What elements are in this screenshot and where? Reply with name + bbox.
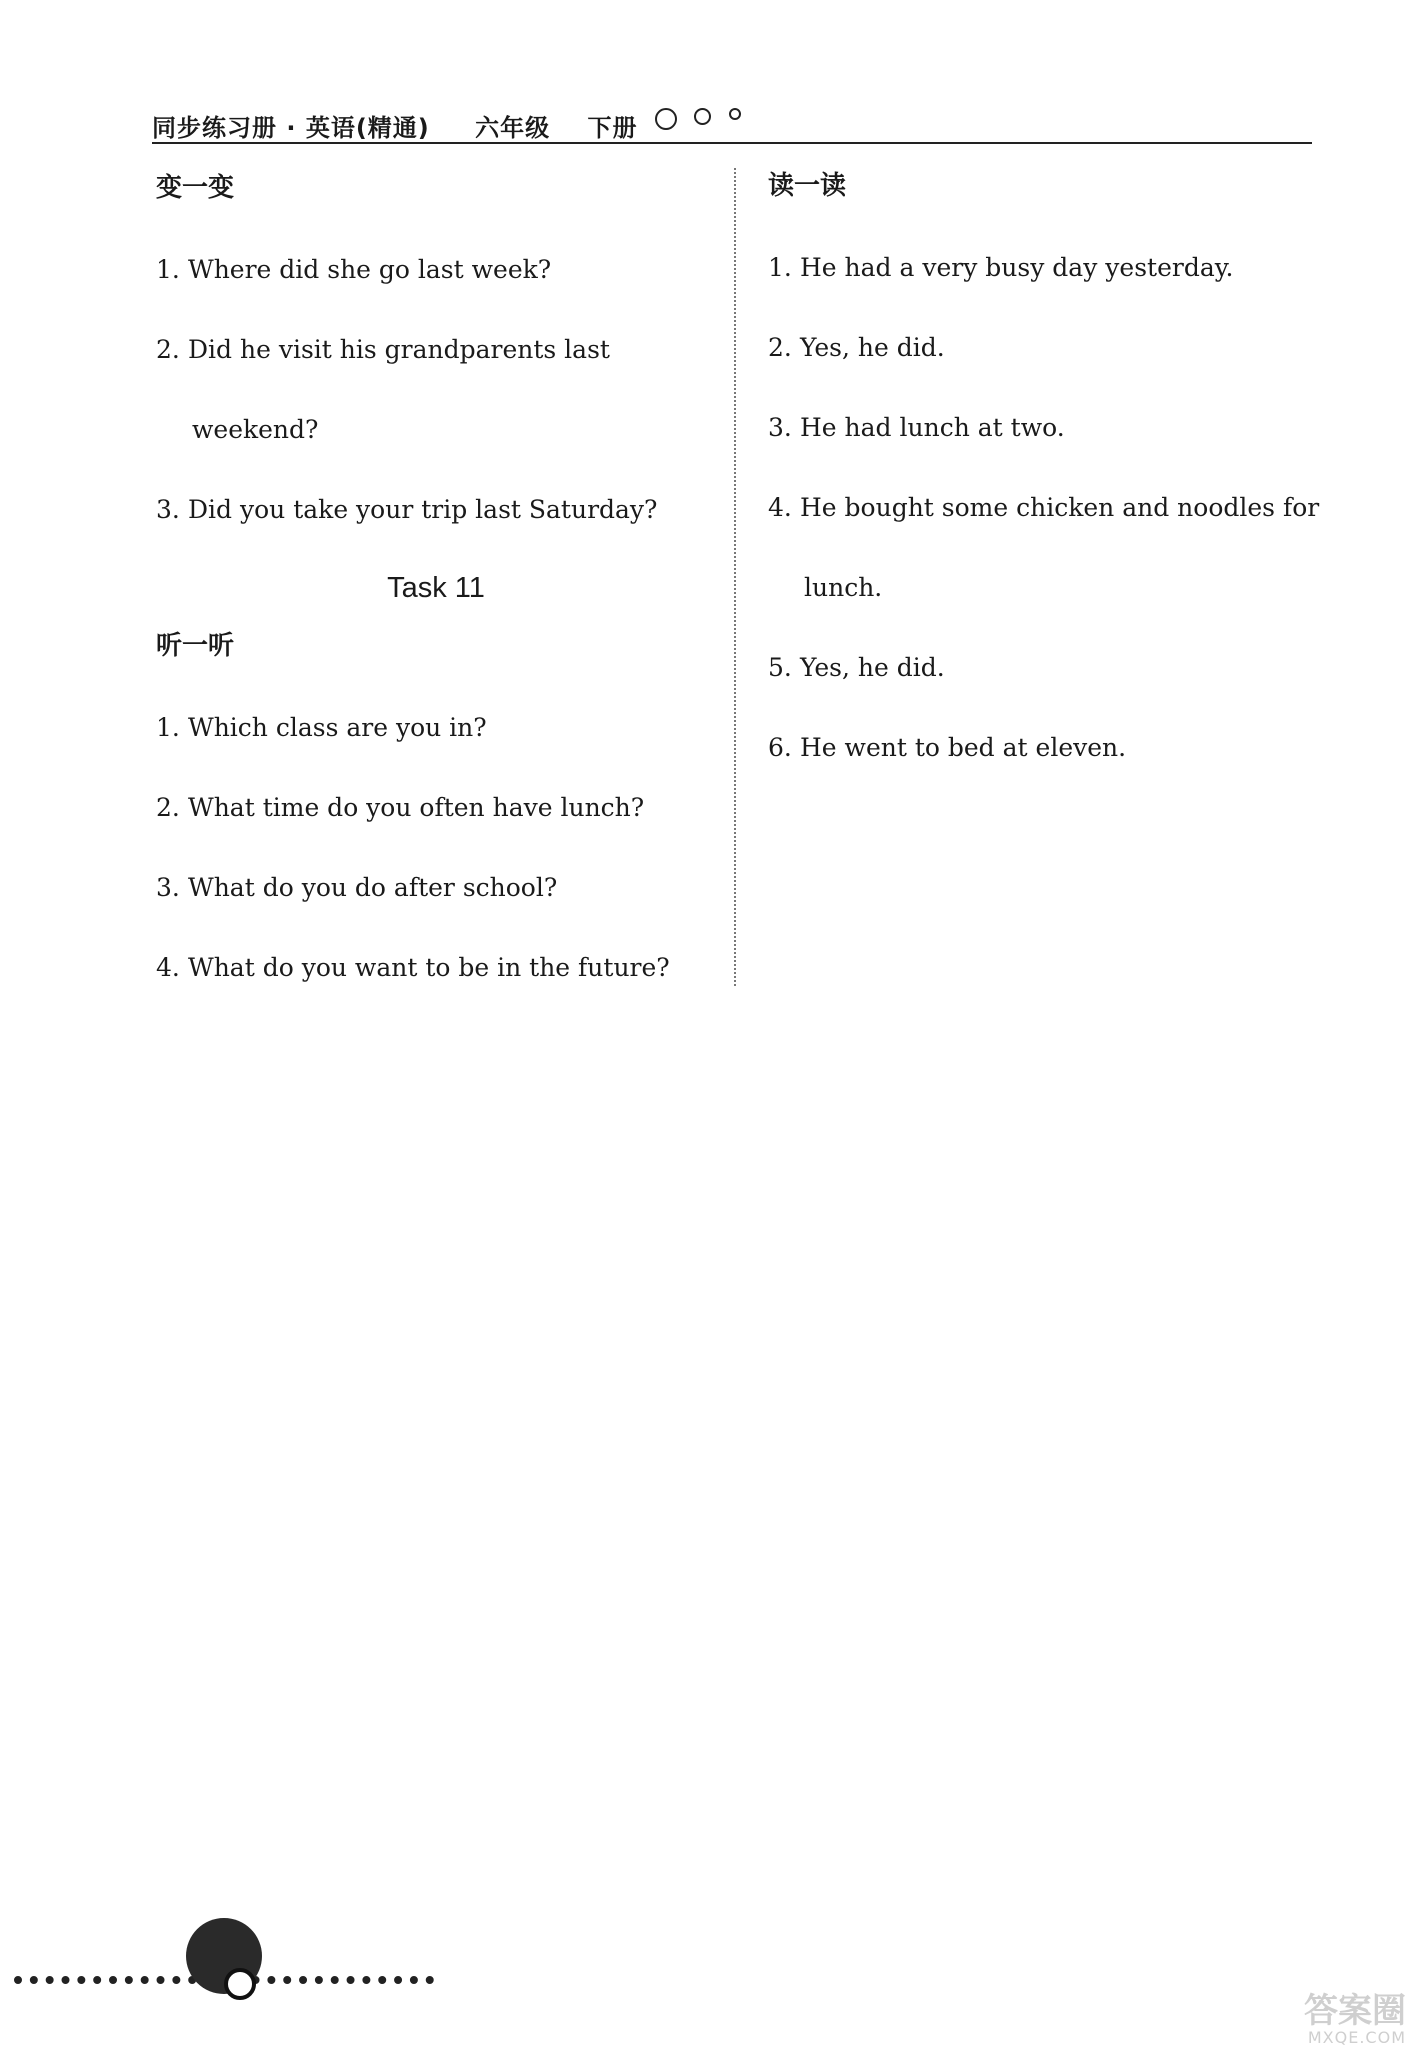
item-number: 1. xyxy=(156,713,180,742)
answer-item xyxy=(768,308,1328,388)
answer-item xyxy=(156,848,716,928)
item-text: Did he visit his grandparents last xyxy=(188,335,610,364)
item-text: What time do you often have lunch? xyxy=(188,793,645,822)
section-title-read: 读一读 xyxy=(768,171,847,201)
section-title-listen: 听一听 xyxy=(156,631,235,661)
answer-item xyxy=(768,228,1328,308)
ring-icon xyxy=(224,1968,256,2000)
answer-item xyxy=(156,768,716,848)
watermark-site: MXQE.COM xyxy=(1307,2028,1406,2047)
book-title: 同步练习册 · 英语(精通) xyxy=(152,114,430,142)
right-column xyxy=(768,166,1328,788)
answer-item xyxy=(156,928,716,1008)
circles-decoration xyxy=(647,108,741,136)
circle-icon xyxy=(655,108,677,130)
item-text: He had lunch at two. xyxy=(800,413,1065,442)
item-number: 1. xyxy=(156,255,180,284)
answer-item xyxy=(768,388,1328,468)
grade-label: 六年级 xyxy=(475,114,551,142)
circle-icon xyxy=(694,108,711,125)
answer-item xyxy=(768,628,1328,708)
volume-label: 下册 xyxy=(587,114,638,142)
answer-item xyxy=(156,470,716,550)
item-number: 2. xyxy=(156,793,180,822)
read-answers xyxy=(768,228,1328,788)
answer-item xyxy=(156,230,716,310)
item-text: Yes, he did. xyxy=(800,653,945,682)
item-number: 2. xyxy=(156,335,180,364)
item-number: 4. xyxy=(768,493,792,522)
item-text: Which class are you in? xyxy=(188,713,487,742)
item-continuation: lunch. xyxy=(804,573,883,602)
item-number: 3. xyxy=(768,413,792,442)
item-number: 1. xyxy=(768,253,792,282)
answer-item xyxy=(156,688,716,768)
section-title-change: 变一变 xyxy=(156,173,235,203)
circle-icon xyxy=(729,108,741,120)
item-number: 2. xyxy=(768,333,792,362)
watermark-logo: 答案圈 xyxy=(1304,1991,1406,2031)
item-number: 6. xyxy=(768,733,792,762)
item-text: What do you do after school? xyxy=(188,873,558,902)
task-title: Task 11 xyxy=(387,572,485,604)
item-text: Yes, he did. xyxy=(800,333,945,362)
item-number: 5. xyxy=(768,653,792,682)
left-column xyxy=(156,168,716,1008)
item-text: Where did she go last week? xyxy=(188,255,552,284)
item-text: He had a very busy day yesterday. xyxy=(800,253,1234,282)
item-number: 3. xyxy=(156,495,180,524)
item-continuation: weekend? xyxy=(192,415,319,444)
column-divider xyxy=(734,168,736,986)
item-text: What do you want to be in the future? xyxy=(188,953,670,982)
item-text: He bought some chicken and noodles for xyxy=(800,493,1320,522)
answer-item xyxy=(768,708,1328,788)
answer-item xyxy=(768,468,1328,548)
watermark xyxy=(1206,1991,1406,2050)
answer-item xyxy=(156,310,716,390)
item-text: He went to bed at eleven. xyxy=(800,733,1127,762)
listen-answers xyxy=(156,688,716,1008)
item-text: Did you take your trip last Saturday? xyxy=(188,495,658,524)
page-footer-decoration xyxy=(14,1900,454,1990)
item-number: 3. xyxy=(156,873,180,902)
change-answers xyxy=(156,230,716,550)
page-header xyxy=(152,108,1312,144)
item-number: 4. xyxy=(156,953,180,982)
